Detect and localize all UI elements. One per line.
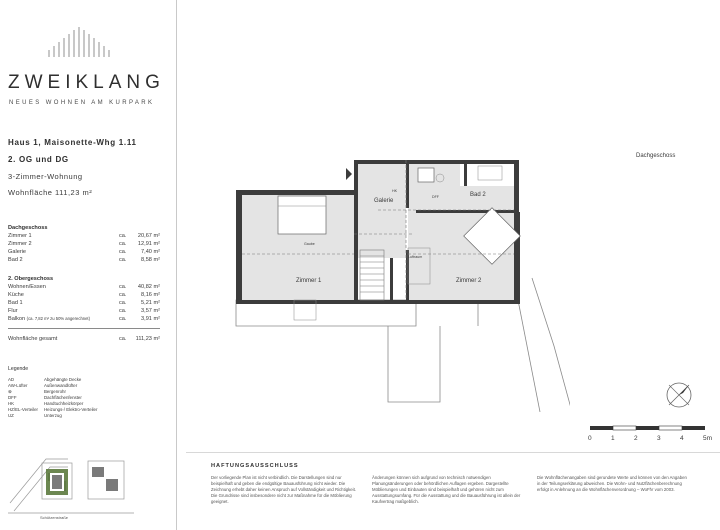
disclaimer-text-3: Die Wohnflächenangaben sind gerundete Werte und können von den Angaben in der Teilungserklärung abweichen. Die Wohn- und Nutzflächenberechnung erfolgt in Anlehnung an die Wohnflächenverordnung – WoFlV vom 2003. [537, 475, 687, 492]
plan-note-dff: DFF [432, 195, 439, 199]
footer-divider [186, 452, 720, 453]
legend-heading: Legende [8, 366, 29, 372]
compass-icon [664, 380, 694, 410]
balkon-note: (ca. 7,82 m² zu 50% angerechnet) [26, 316, 90, 321]
sidebar-divider [176, 0, 177, 530]
area-row-value: 20,67 m² [137, 233, 160, 239]
area-row-name: Bad 2 [8, 257, 23, 263]
area-row [8, 257, 160, 265]
area-row-name: Galerie [8, 249, 27, 255]
info-sidebar [0, 0, 176, 530]
area-row-name: Wohnen/Essen [8, 284, 46, 290]
disclaimer-text-2: Änderungen können sich aufgrund von technisch notwendigen Planungsänderungen oder behördlichen Auflagen ergeben. Dargestellte Möblierungen und Einbauten sind beispielhaft und gehören nicht zum Ausstattungsumfang. Für die Ausstattung und die Bauausführung ist allein der Kaufvertrag maßgeblich. [372, 475, 521, 504]
area-row-name: Zimmer 1 [8, 233, 32, 239]
legend-abbr: UZ [8, 413, 14, 418]
scale-tick: 1 [611, 435, 615, 442]
unit-area: Wohnfläche 111,23 m² [8, 188, 93, 197]
legend-text: Handtuchheizkörper [44, 401, 84, 406]
site-street-label: Schützenstraße [40, 515, 69, 520]
floor-label: Dachgeschoss [636, 153, 676, 159]
legend-text: Heizungs-/ Elektro-Verteiler [44, 407, 98, 412]
legend-abbr: ⊗ [8, 389, 12, 394]
legend-abbr: AW-Lüfter [8, 383, 28, 388]
area-row-ca: ca. [119, 241, 127, 247]
total-value: 111,23 m² [135, 336, 160, 342]
area-row-ca: ca. [119, 308, 127, 314]
area-row-ca: ca. [119, 300, 127, 306]
area-row-value: 8,58 m² [141, 257, 160, 263]
obergeschoss-heading: 2. Obergeschoss [8, 276, 54, 282]
area-row-name: Flur [8, 308, 18, 314]
area-row-ca: ca. [119, 284, 127, 290]
legend-abbr: DFF [8, 395, 17, 400]
area-row-name: Küche [8, 292, 24, 298]
scale-tick: 2 [634, 435, 638, 442]
area-row [8, 249, 160, 257]
plan-note-hk: HK [392, 189, 397, 193]
area-row-name: Balkon [8, 316, 26, 322]
logo-mark [47, 24, 113, 58]
area-row-total [8, 336, 160, 344]
area-row-value: 3,91 m² [141, 316, 160, 322]
legend-text: Außenwandlüfter [44, 383, 78, 388]
legend-text: Dachflächenfenster [44, 395, 82, 400]
balkon-name-group [8, 316, 90, 322]
legend-text: Unterzug [44, 413, 62, 418]
plan-note-luftraum: Luftraum [408, 255, 423, 259]
area-row-value: 8,16 m² [141, 292, 160, 298]
scale-tick: 5m [703, 435, 713, 442]
legend-text: Bergenrohr [44, 389, 66, 394]
area-row-ca: ca. [119, 257, 127, 263]
scale-tick: 3 [657, 435, 661, 442]
site-plan-thumbnail [6, 453, 136, 515]
room-label-zimmer2: Zimmer 2 [456, 278, 482, 284]
brand-subtitle: NEUES WOHNEN AM KURPARK [9, 100, 155, 106]
plan-note-gaube: Gaube [304, 242, 315, 246]
area-row-ca: ca. [119, 316, 127, 322]
area-row-name: Zimmer 2 [8, 241, 32, 247]
area-row-ca: ca. [119, 233, 127, 239]
area-row-ca: ca. [119, 249, 127, 255]
legend-abbr: HZ/EL-Verteiler [8, 407, 39, 412]
area-row [8, 300, 160, 308]
dachgeschoss-heading: Dachgeschoss [8, 225, 48, 231]
area-row [8, 308, 160, 316]
area-row-value: 7,40 m² [141, 249, 160, 255]
unit-rooms: 3-Zimmer-Wohnung [8, 172, 83, 181]
legend-abbr: HK [8, 401, 15, 406]
legend-item [8, 413, 168, 420]
brand-name: ZWEIKLANG [8, 72, 165, 93]
area-row-name: Bad 1 [8, 300, 23, 306]
area-row-balkon [8, 316, 160, 324]
area-row [8, 233, 160, 241]
scale-bar [586, 424, 720, 446]
room-label-galerie: Galerie [374, 198, 394, 204]
legend-abbr: AD [8, 377, 15, 382]
unit-title: Haus 1, Maisonette-Whg 1.11 [8, 138, 137, 147]
disclaimer-text-1: Der vorliegende Plan ist nicht verbindlich. Die Darstellungen sind nur beispielhaft und geben die endgültige Bauausführung nicht wieder. Die Zeichnung erhebt daher keinen Anspruch auf Vollständigkeit und Richtigkeit. Die Grundrisse sind insbesondere nicht zur Maßnahme für die Möblierung geeignet. [211, 475, 356, 504]
floor-plan [178, 150, 570, 412]
area-row [8, 284, 160, 292]
area-row-value: 5,21 m² [141, 300, 160, 306]
area-row [8, 292, 160, 300]
area-row-value: 40,82 m² [137, 284, 160, 290]
disclaimer-heading: HAFTUNGSAUSSCHLUSS [211, 463, 299, 469]
area-row-value: 12,91 m² [137, 241, 160, 247]
scale-tick: 0 [588, 435, 592, 442]
unit-floors: 2. OG und DG [8, 155, 69, 164]
total-ca: ca. [119, 336, 127, 342]
total-name: Wohnfläche gesamt [8, 336, 58, 342]
area-row-ca: ca. [119, 292, 127, 298]
area-row [8, 241, 160, 249]
legend-text: Abgehängte Decke [44, 377, 82, 382]
scale-tick: 4 [680, 435, 684, 442]
total-divider [8, 328, 160, 329]
room-label-bad2: Bad 2 [470, 192, 486, 198]
area-row-value: 3,57 m² [141, 308, 160, 314]
room-label-zimmer1: Zimmer 1 [296, 278, 322, 284]
entry-arrow-icon [346, 168, 352, 180]
